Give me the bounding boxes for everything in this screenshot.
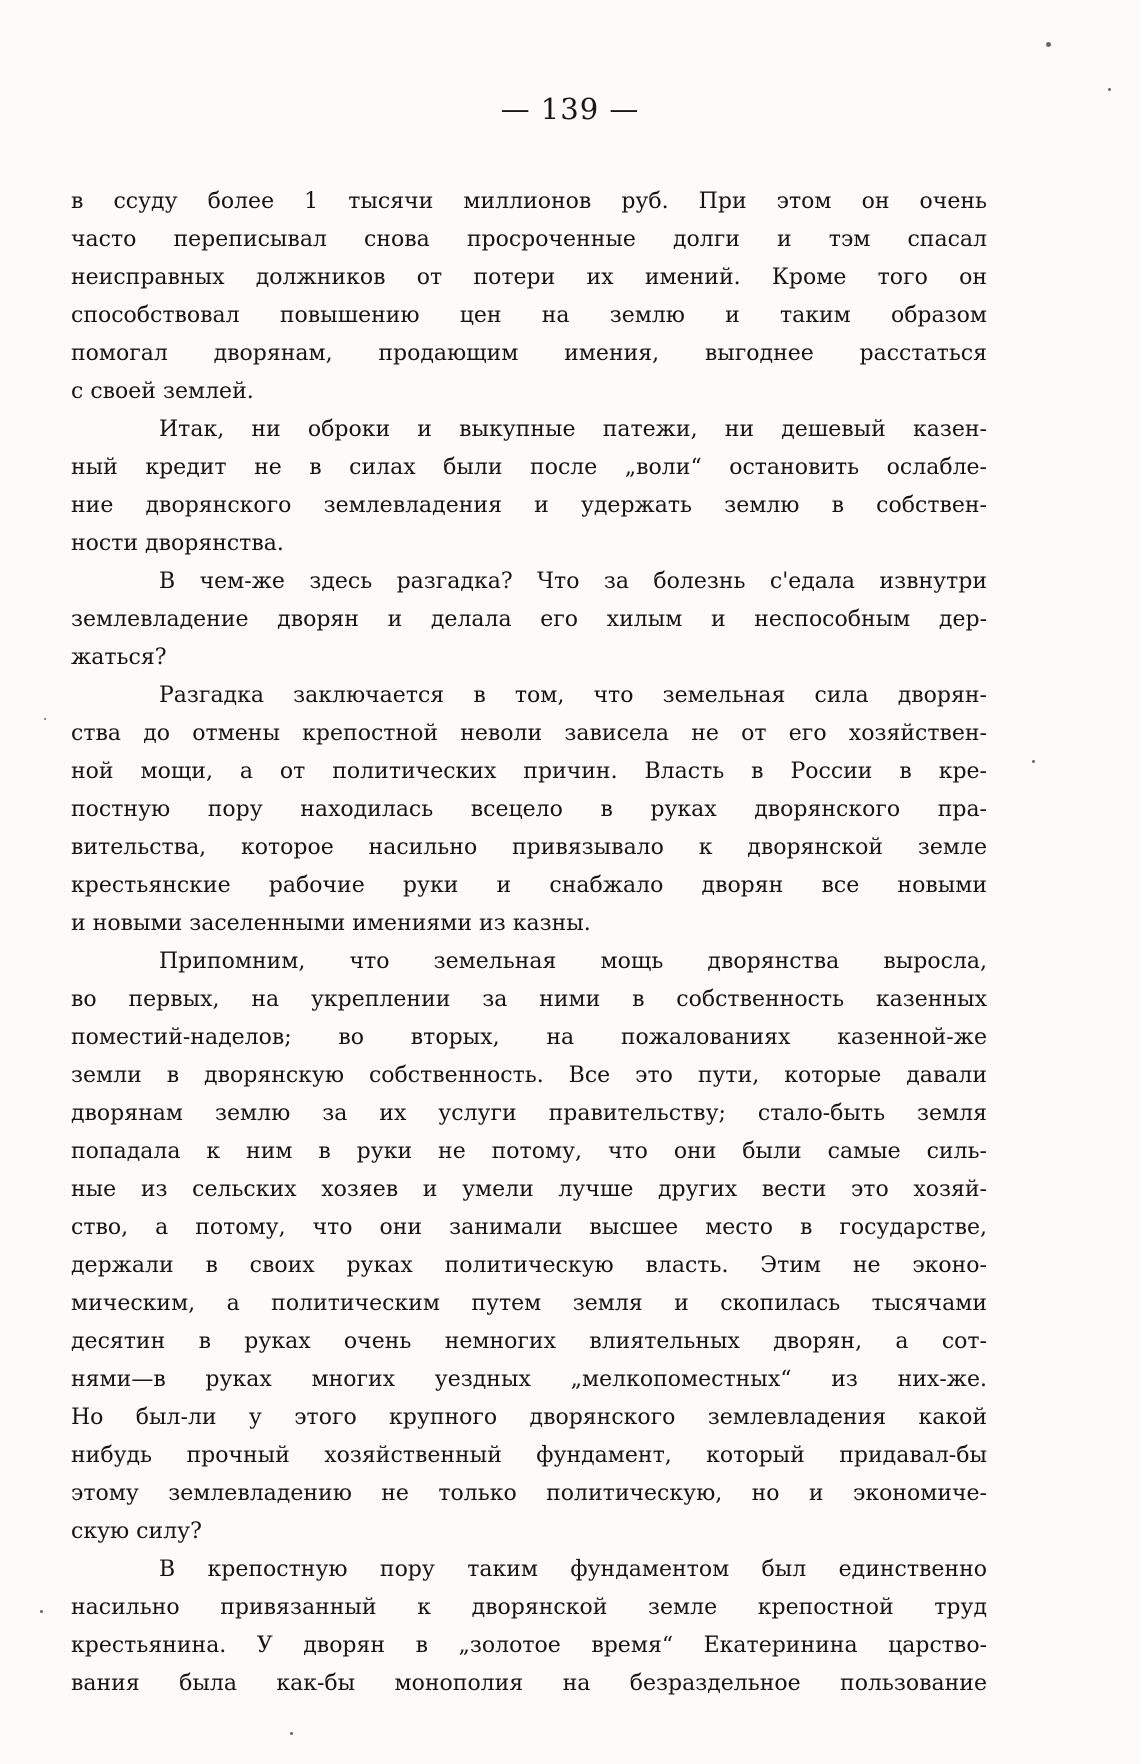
text-line: ные из сельских хозяев и умели лучше других вести это хозяй- [71,1177,987,1202]
text-line: этому землевладению не только политическую, но и экономиче- [71,1481,987,1506]
text-line: часто переписывал снова просроченные долги и тэм спасал [71,227,987,252]
text-line: дворянам землю за их услуги правительству; стало-быть земля [71,1101,987,1126]
text-line: и новыми заселенными имениями из казны. [71,911,591,936]
text-line: Но был-ли у этого крупного дворянского землевладения какой [71,1405,987,1430]
text-line: мическим, а политическим путем земля и скопилась тысячами [71,1291,987,1316]
paragraph [71,1551,987,1703]
paragraph [71,677,987,943]
page-number: — 139 — [500,92,640,126]
text-line: землевладение дворян и делала его хилым и неспособным дер- [71,607,987,632]
text-line: постную пору находилась всецело в руках дворянского пра- [71,797,987,822]
text-line: В чем-же здесь разгадка? Что за болезнь с'едала извнутри [159,569,987,594]
paragraph [71,411,987,563]
text-line: Разгадка заключается в том, что земельная сила дворян- [159,683,987,708]
scan-speck [44,718,46,720]
text-body [71,183,987,1703]
text-line: ности дворянства. [71,531,284,556]
paragraph [71,943,987,1551]
scan-speck [1032,760,1035,763]
text-line: в ссуду более 1 тысячи миллионов руб. При этом он очень [71,189,987,214]
text-line: жаться? [71,645,167,670]
text-line: способствовал повышению цен на землю и таким образом [71,303,987,328]
text-line: вительства, которое насильно привязывало к дворянской земле [71,835,987,860]
text-line: крестьянина. У дворян в „золотое время“ Екатеринина царство- [71,1633,987,1658]
scan-speck [40,1610,43,1613]
text-line: десятин в руках очень немногих влиятельных дворян, а сот- [71,1329,987,1354]
scan-speck [1108,88,1111,91]
text-line: нями—в руках многих уездных „мелкопоместных“ из них-же. [71,1367,987,1392]
text-line: земли в дворянскую собственность. Все это пути, которые давали [71,1063,987,1088]
text-line: насильно привязанный к дворянской земле крепостной труд [71,1595,987,1620]
text-line: ние дворянского землевладения и удержать землю в собствен- [71,493,987,518]
text-line: скую силу? [71,1519,202,1544]
text-line: ства до отмены крепостной неволи зависела не от его хозяйствен- [71,721,987,746]
text-line: поместий-наделов; во вторых, на пожалованиях казенной-же [71,1025,987,1050]
paragraph [71,183,987,411]
text-line: ной мощи, а от политических причин. Власть в России в кре- [71,759,987,784]
text-line: Припомним, что земельная мощь дворянства выросла, [159,949,987,974]
text-line: ство, а потому, что они занимали высшее место в государстве, [71,1215,987,1240]
text-line: крестьянские рабочие руки и снабжало дворян все новыми [71,873,987,898]
paragraph [71,563,987,677]
text-line: во первых, на укреплении за ними в собственность казенных [71,987,987,1012]
text-line: держали в своих руках политическую власть. Этим не эконо- [71,1253,987,1278]
text-line: неисправных должников от потери их имений. Кроме того он [71,265,987,290]
text-line: помогал дворянам, продающим имения, выгоднее расстаться [71,341,987,366]
text-line: с своей землей. [71,379,254,404]
text-line: нибудь прочный хозяйственный фундамент, который придавал-бы [71,1443,987,1468]
text-line: ный кредит не в силах были после „воли“ остановить ослабле- [71,455,987,480]
scan-speck [1046,42,1051,47]
text-line: вания была как-бы монополия на безраздельное пользование [71,1671,987,1696]
text-line: Итак, ни оброки и выкупные патежи, ни дешевый казен- [159,417,987,442]
text-line: попадала к ним в руки не потому, что они были самые силь- [71,1139,987,1164]
text-line: В крепостную пору таким фундаментом был единственно [159,1557,987,1582]
scan-speck [290,1732,293,1735]
